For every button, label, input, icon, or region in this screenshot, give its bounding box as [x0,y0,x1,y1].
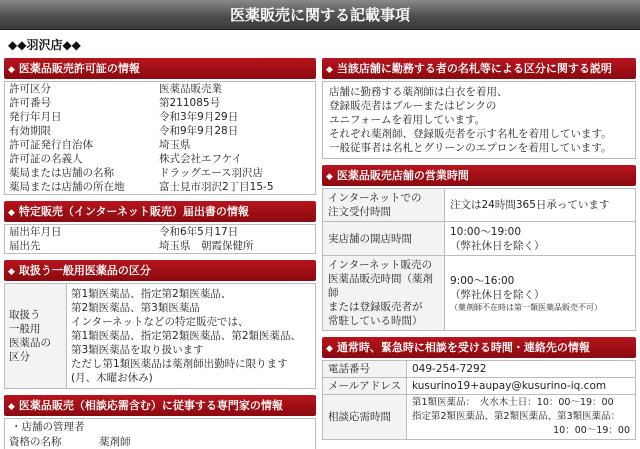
row-value: 埼玉県 朝霞保健所 [159,240,254,252]
row-key: 許可区分 [9,83,51,95]
page-title: 医薬販売に関する記載事項 [0,0,640,30]
table-row [5,239,315,253]
store-name: ◆◆羽沢店◆◆ [8,38,81,52]
specific-sales-section-header [4,201,316,222]
row-value: 第211085号 [159,97,221,109]
text-line: 店舗に勤務する薬剤師は白衣を着用、 [329,86,508,98]
row-key: 許可証の名義人 [9,153,83,165]
row-value: 令和6年5月17日 [159,226,239,238]
staff-id-box [322,81,636,159]
table-row [5,96,315,110]
table-row [5,82,315,96]
specialists-header-text: 医薬品販売（相談応需含む）に従事する専門家の情報 [18,399,283,412]
manager-label: ・店舗の管理者 [11,421,85,433]
categories-label [5,284,67,389]
specialists-box [4,418,316,449]
row-key: 届出年月日 [9,226,62,238]
diamond-icon: ◆ [326,65,333,75]
license-section-header [4,58,316,79]
text-line: 第2類医薬品、第3類医薬品 [71,302,200,314]
table-row [5,138,315,152]
sales-note: （薬剤師不在時は第一類医薬品販売不可） [450,302,602,312]
specific-sales-table [5,225,315,253]
hours-header-text: 医薬品販売店舗の営業時間 [336,169,469,182]
phone-label: 電話番号 [323,361,407,378]
table-row [5,152,315,166]
consult-value [407,395,636,440]
store-hours-label: 実店舗の開店時間 [323,222,445,256]
mail-label: メールアドレス [323,378,407,395]
label-line: 取扱う [9,309,41,321]
row-key: 薬局または店舗の所在地 [9,181,125,193]
hours-box [322,188,636,331]
value-line: 指定第2類医薬品、第2類医薬品、第3類医薬品： [412,411,621,422]
row-value: 富士見市羽沢2丁目15-5 [159,181,274,193]
row-key: 有効期限 [9,125,51,137]
table-row [323,222,636,256]
label-line: 常駐している時間） [328,315,423,327]
text-line: インターネットなどの特定販売では、 [71,316,249,328]
row-key: 届出先 [9,240,41,252]
sales-hours-label [323,256,445,331]
internet-order-value: 注文は24時間365日承っています [445,189,636,222]
label-line: 一般用 [9,323,41,335]
value-line: 9:00～16:00 [450,274,515,287]
text-line: 第3類医薬品を取り扱います [71,344,204,356]
row-value: ドラッグエース羽沢店 [159,167,264,179]
diamond-icon: ◆ [326,172,333,182]
table-row [5,110,315,124]
table-row [323,395,636,440]
text-line: ユニフォームを着用しています。 [329,114,486,126]
value-line: 10:00～19:00 [450,225,522,238]
row-key: 許可証発行自治体 [9,139,93,151]
row-key: 薬局または店舗の名称 [9,167,114,179]
text-line: (月、木曜お休み) [71,372,153,384]
table-row [5,225,315,239]
table-row [323,256,636,331]
license-table [5,82,315,194]
store-hours-value [445,222,636,256]
label-line: 注文受付時間 [328,206,391,218]
diamond-icon: ◆ [8,267,15,277]
text-line: それぞれ薬剤師、登録販売者を示す名札を着用しています。 [329,128,612,140]
diamond-icon: ◆ [326,344,333,354]
row-value: 医薬品販売業 [159,83,222,95]
contact-table [322,360,636,440]
categories-text [67,284,316,389]
consult-label: 相談応需時間 [323,395,407,440]
table-row [5,435,315,449]
value-line: 第1類医薬品： 火水木土日：10：00～19：00 [412,397,614,408]
value-line: （弊社休日を除く） [450,239,545,252]
row-value: 埼玉県 [159,139,191,151]
label-line: 区分 [9,351,30,363]
categories-table [4,283,316,389]
row-value: 令和3年9月29日 [159,111,239,123]
staff-id-section-header [322,58,636,79]
specific-sales-header-text: 特定販売（インターネット販売）届出書の情報 [18,205,249,218]
text-line: 第1類医薬品、指定第2類医薬品、 [71,288,232,300]
hours-section-header [322,165,636,186]
row-key: 資格の名称 [9,436,62,448]
diamond-icon: ◆ [8,208,15,218]
phone-value: 049-254-7292 [407,361,636,378]
table-row [323,378,636,395]
text-line: 第1類医薬品、指定第2類医薬品、第2類医薬品、 [71,330,302,342]
license-box [4,81,316,195]
label-line: 医薬品販売時間（薬剤師 [328,273,433,299]
categories-section-header [4,260,316,281]
table-row [5,124,315,138]
table-row [323,189,636,222]
row-value: 令和9年9月28日 [159,125,239,137]
table-row [323,361,636,378]
diamond-icon: ◆ [8,402,15,412]
diamond-icon: ◆ [8,65,15,75]
license-header-text: 医薬品販売許可証の情報 [18,62,140,75]
hours-table [322,188,636,331]
right-column [322,58,636,440]
specialists-section-header [4,395,316,416]
categories-header-text: 取扱う一般用医薬品の区分 [18,264,151,277]
qualification-table [5,435,315,449]
contact-section-header [322,337,636,358]
row-value: 株式会社エフケイ [159,153,242,165]
staff-id-header-text: 当該店舗に勤務する者の名札等による区分に関する説明 [336,62,612,75]
label-line: インターネット販売の [328,259,433,271]
sales-hours-value [445,256,636,331]
text-line: ただし第1類医薬品は薬剤師出勤時に限ります [71,358,288,370]
contact-header-text: 通常時、緊急時に相談を受ける時間・連絡先の情報 [336,341,590,354]
label-line: 医薬品の [9,337,51,349]
row-value: 薬剤師 [99,436,131,448]
table-row [5,180,315,194]
categories-box [4,283,316,389]
internet-order-label [323,189,445,222]
table-row [5,166,315,180]
mail-value: kusurino19+aupay@kusurino-iq.com [407,378,636,395]
text-line: 登録販売者はブルーまたはピンクの [329,100,497,112]
table-row [5,284,316,389]
label-line: インターネットでの [328,192,422,204]
contact-box [322,360,636,440]
left-column [4,58,316,449]
row-key: 発行年月日 [9,111,62,123]
label-line: または登録販売者が [328,301,423,313]
value-line: 10：00～19：00 [553,425,630,436]
row-key: 許可番号 [9,97,51,109]
text-line: 一般従事者は名札とグリーンのエプロンを着用しています。 [329,142,612,154]
specific-sales-box [4,224,316,254]
value-line: （弊社休日を除く） [450,288,545,301]
